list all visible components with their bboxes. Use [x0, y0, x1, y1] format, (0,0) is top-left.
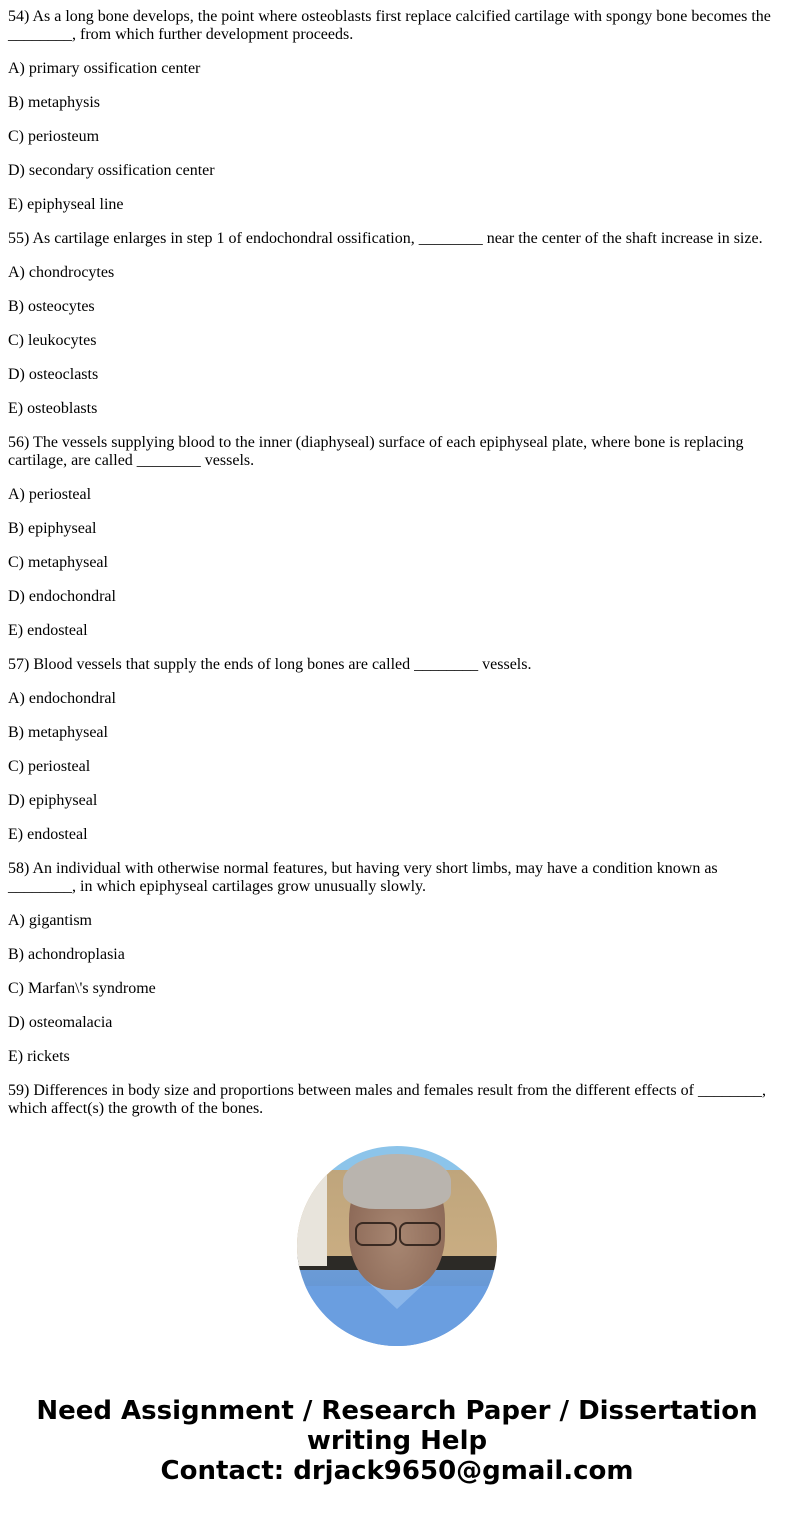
answer-option: A) gigantism [8, 912, 92, 929]
answer-option: A) periosteal [8, 486, 92, 503]
answer-option: C) periosteal [8, 758, 91, 775]
answer-option: B) metaphyseal [8, 724, 108, 741]
question-stem: 55) As cartilage enlarges in step 1 of endochondral ossification, ________ near the center of the shaft increase in size. [8, 230, 763, 247]
question-stem: 57) Blood vessels that supply the ends of long bones are called ________ vessels. [8, 656, 532, 673]
answer-option: C) leukocytes [8, 332, 97, 349]
answer-option: B) epiphyseal [8, 520, 97, 537]
promo-banner [0, 1396, 794, 1486]
promo-contact: Contact: drjack9650@gmail.com [160, 1456, 634, 1486]
answer-option: C) Marfan\'s syndrome [8, 980, 156, 997]
answer-option: A) chondrocytes [8, 264, 115, 281]
promo-headline: Need Assignment / Research Paper / Dissertation writing Help [36, 1396, 758, 1456]
answer-option: E) osteoblasts [8, 400, 98, 417]
answer-option: E) endosteal [8, 622, 88, 639]
answer-option: D) epiphyseal [8, 792, 98, 809]
answer-option: D) osteomalacia [8, 1014, 113, 1031]
answer-option: D) endochondral [8, 588, 116, 605]
wall-switch-panel [297, 1171, 327, 1266]
answer-option: E) rickets [8, 1048, 70, 1065]
answer-option: A) endochondral [8, 690, 116, 707]
answer-option: B) osteocytes [8, 298, 95, 315]
question-stem: 56) The vessels supplying blood to the inner (diaphyseal) surface of each epiphyseal plate, where bone is replacing cartilage, are called ________ vessels. [8, 434, 744, 469]
answer-option: C) metaphyseal [8, 554, 108, 571]
answer-option: D) osteoclasts [8, 366, 99, 383]
question-stem: 59) Differences in body size and proportions between males and females result from the different effects of ________, which affect(s) the growth of the bones. [8, 1082, 766, 1117]
answer-option: C) periosteum [8, 128, 100, 145]
answer-option: E) endosteal [8, 826, 88, 843]
answer-option: E) epiphyseal line [8, 196, 124, 213]
author-photo-container [0, 1146, 794, 1346]
answer-option: D) secondary ossification center [8, 162, 215, 179]
author-avatar [297, 1146, 497, 1346]
question-stem: 58) An individual with otherwise normal features, but having very short limbs, may have a condition known as ________, in which epiphyseal cartilages grow unusually slowly. [8, 860, 718, 895]
answer-option: B) metaphysis [8, 94, 100, 111]
glasses-icon [355, 1222, 441, 1244]
hair-shape [343, 1154, 451, 1209]
answer-option: A) primary ossification center [8, 60, 201, 77]
question-stem: 54) As a long bone develops, the point where osteoblasts first replace calcified cartilage with spongy bone becomes the ________, from which further development proceeds. [8, 8, 771, 43]
answer-option: B) achondroplasia [8, 946, 125, 963]
